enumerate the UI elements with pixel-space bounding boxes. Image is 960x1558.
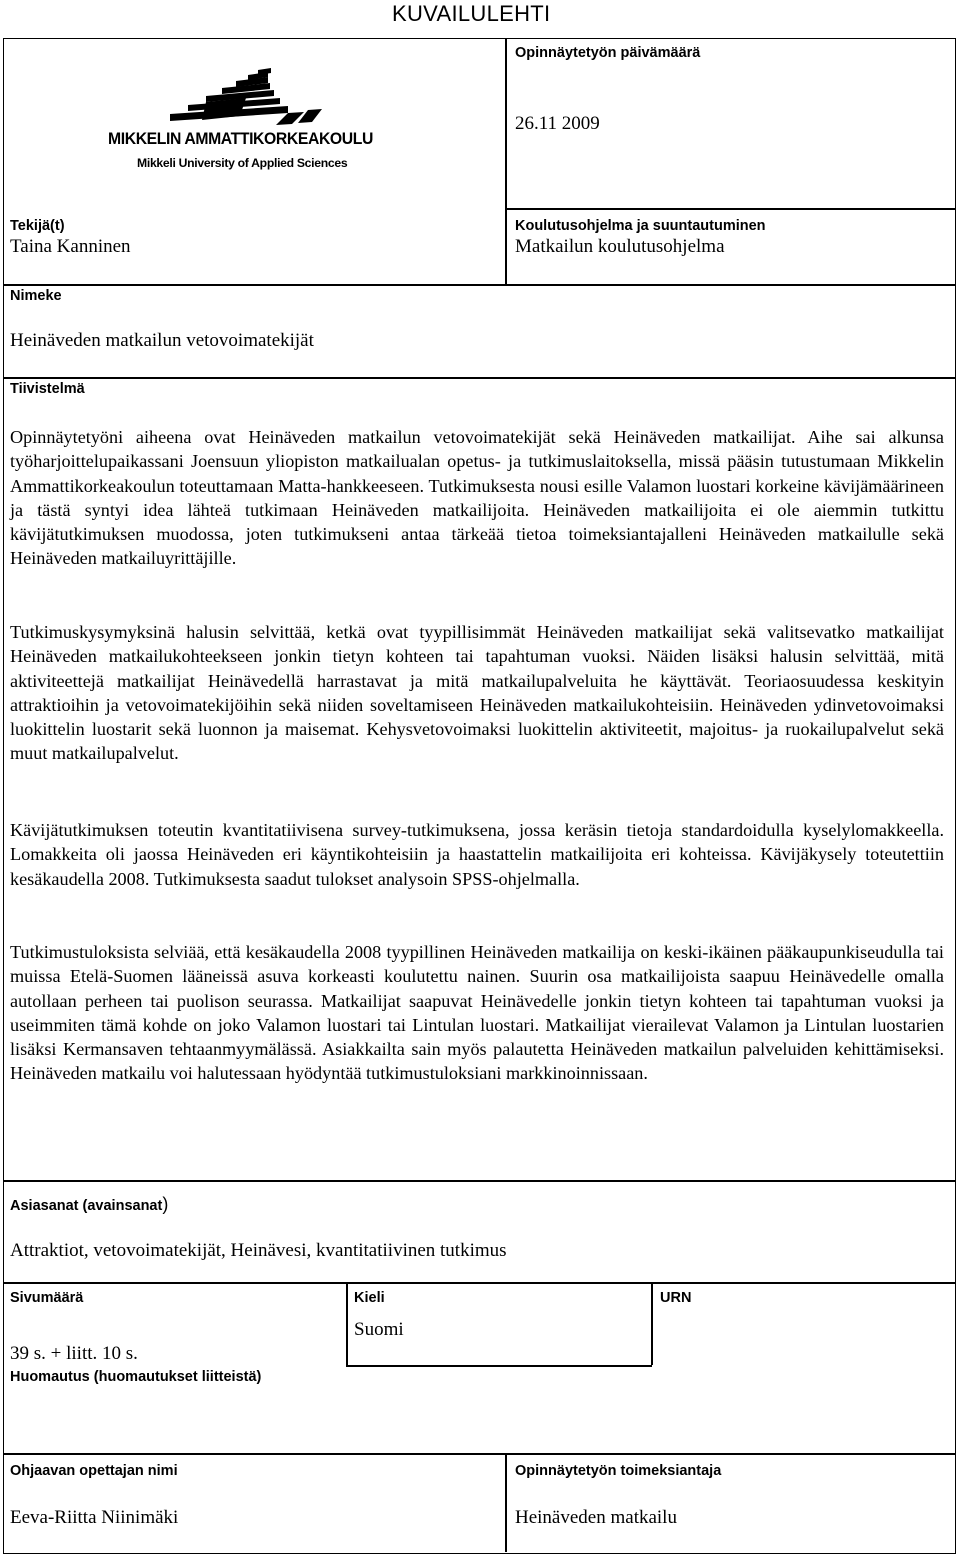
language-value: Suomi bbox=[354, 1319, 404, 1340]
date-label: Opinnäytetyön päivämäärä bbox=[515, 45, 701, 61]
divider bbox=[4, 377, 955, 379]
supervisor-value: Eeva-Riitta Niinimäki bbox=[10, 1507, 179, 1528]
keywords-label-text: Asiasanat (avainsanat bbox=[10, 1198, 163, 1214]
divider bbox=[346, 1282, 348, 1365]
commissioner-value: Heinäveden matkailu bbox=[515, 1507, 677, 1528]
university-logo bbox=[108, 66, 373, 176]
author-label: Tekijä(t) bbox=[10, 218, 65, 234]
abstract-paragraph-3: Kävijätutkimuksen toteutin kvantitatiivisena survey-tutkimuksena, jossa keräsin tietoja standardoidulla kyselylomakkeella. Lomakkeita oli jaossa Heinäveden eri käyntikohteisiin ja haastattelin matkailijoita eri kohteissa. Kävijäkysely toteutettiin kesäkaudella 2008. Tutkimuksesta saadut tulokset analysoin SPSS-ohjelmalla. bbox=[10, 820, 944, 889]
pages-label: Sivumäärä bbox=[10, 1290, 84, 1306]
form-frame bbox=[3, 38, 956, 1554]
keywords-value: Attraktiot, vetovoimatekijät, Heinävesi, kvantitatiivinen tutkimus bbox=[10, 1240, 507, 1261]
supervisor-label: Ohjaavan opettajan nimi bbox=[10, 1463, 178, 1479]
urn-label: URN bbox=[660, 1290, 692, 1306]
notes-label: Huomautus (huomautukset liitteistä) bbox=[10, 1369, 262, 1385]
divider bbox=[505, 208, 955, 210]
page-title: KUVAILULEHTI bbox=[392, 1, 551, 26]
programme-value: Matkailun koulutusohjelma bbox=[515, 236, 725, 257]
divider bbox=[4, 1180, 955, 1182]
divider bbox=[4, 1282, 955, 1284]
pages-value: 39 s. + liitt. 10 s. bbox=[10, 1343, 138, 1364]
logo-subtitle: Mikkeli University of Applied Sciences bbox=[137, 156, 348, 170]
author-value: Taina Kanninen bbox=[10, 236, 131, 257]
commissioner-label: Opinnäytetyön toimeksiantaja bbox=[515, 1463, 722, 1479]
title-value: Heinäveden matkailun vetovoimatekijät bbox=[10, 330, 314, 351]
divider bbox=[505, 1453, 507, 1552]
divider bbox=[346, 1365, 652, 1367]
abstract-paragraph-1: Opinnäytetyöni aiheena ovat Heinäveden matkailun vetovoimatekijät sekä Heinäveden matkailijat. Aihe sai alkunsa työharjoittelupaikassani Joensuun yliopiston matkailualan opetus- ja tutkimuslaitoksella, missä pääsin tutustumaan Mikkelin Ammattikorkeakoulun toteuttamaan Matta-hankkeeseen. Tutkimuksesta nousi esille Valamon luostari korkeine kävijämäärineen ja tästä syntyi idea lähteä tutkimaan Heinäveden matkailijoita. Heinäveden matkailijoita ei ole aiemmin tutkittu kävijätutkimuksen muodossa, joten tutkimukseni antaa tärkeää tietoa toimeksiantajalleni Heinäveden matkailulle sekä Heinäveden matkailuyrittäjille. bbox=[10, 427, 944, 569]
divider bbox=[4, 1453, 955, 1455]
title-label: Nimeke bbox=[10, 288, 62, 304]
abstract-label: Tiivistelmä bbox=[10, 381, 85, 397]
keywords-label-paren: ) bbox=[162, 1194, 169, 1214]
divider bbox=[651, 1282, 653, 1365]
divider bbox=[505, 39, 507, 284]
programme-label: Koulutusohjelma ja suuntautuminen bbox=[515, 218, 766, 234]
date-value: 26.11 2009 bbox=[515, 113, 600, 134]
abstract-paragraph-4: Tutkimustuloksista selviää, että kesäkaudella 2008 tyypillinen Heinäveden matkailija on keski-ikäinen pääkaupunkiseudulla tai muissa Etelä-Suomen lääneissä asuva korkeasti koulutettu nainen. Suurin osa matkailijoista saapuu Heinävedelle omalla autollaan perheen tai puolison seurassa. Matkailijat saapuvat Heinävedelle jonkin tietyn kohteen tai tapahtuman vuoksi ja useimmiten tämä kohde on joko Valamon luostari tai Lintulan luostari. Matkailijat vierailevat Valamon ja Lintulan luostarien lisäksi Kermansaven tehtaanmyymälässä. Asiakkailta sain myös palautetta Heinäveden matkailun palveluiden kehittämiseksi. Heinäveden matkailu voi halutessaan hyödyntää tutkimustuloksiani markkinoinnissaan. bbox=[10, 942, 944, 1084]
divider bbox=[4, 284, 955, 286]
language-label: Kieli bbox=[354, 1290, 385, 1306]
abstract-paragraph-2: Tutkimuskysymyksinä halusin selvittää, ketkä ovat tyypillisimmät Heinäveden matkailijat sekä valitsevatko matkailijat Heinäveden matkailukohteekseen jonkin tietyn kohteen tai tapahtuman vuoksi. Näiden lisäksi halusin selvittää, mitä aktiviteettejä matkailijat Heinävedellä harrastavat ja mitä matkailupalveluita he käyttävät. Teoriaosuudessa keskityin attraktioihin ja vetovoimatekijöihin sekä niiden soveltamiseen Heinäveden matkailukohteisiin. Heinäveden ydinvetovoimaksi luokittelin luostarit sekä luonnon ja maisemat. Kehysvetovoimaksi luokittelin aktiviteetit, majoitus- ja ruokailupalvelut sekä muut matkailupalvelut. bbox=[10, 622, 944, 764]
logo-mark-icon bbox=[108, 66, 353, 128]
logo-name: MIKKELIN AMMATTIKORKEAKOULU bbox=[108, 130, 373, 148]
keywords-label bbox=[10, 1194, 168, 1215]
